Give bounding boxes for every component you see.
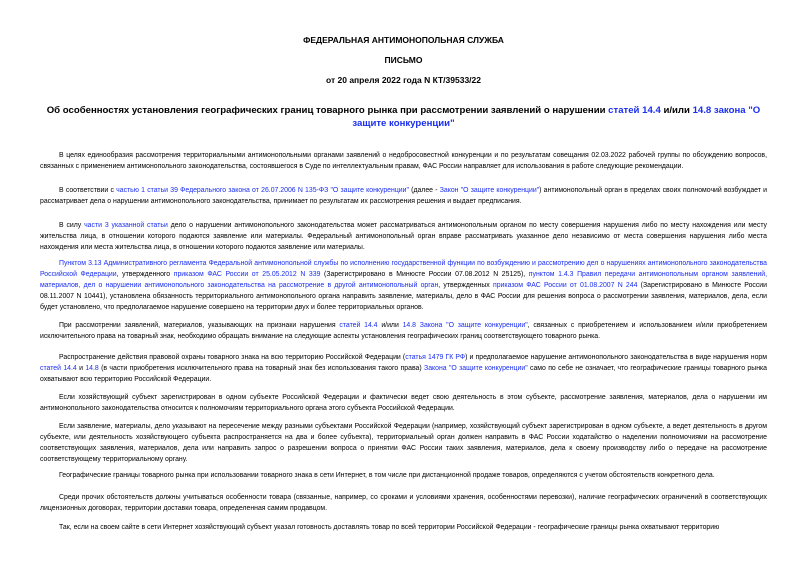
link-part-3-article[interactable]: части 3 указанной статьи [84,222,168,229]
paragraph-11 [40,522,767,533]
link-competition-law[interactable]: Закон "О защите конкуренции" [439,187,540,194]
paragraph-text: Распространение действия правовой охраны товарного знака на всю территорию Российской Федерации ( [59,354,406,361]
paragraph-text: , утвержденного [116,271,174,278]
paragraph-text: Географические границы товарного рынка при использовании товарного знака в сети Интернет, в том числе при дистанционной продаже товаров, определяются с учетом обстоятельств конкретного дела. [59,472,715,479]
link-article-14-8-law[interactable]: 14.8 Закона "О защите конкуренции" [402,322,528,329]
paragraph-text: , утвержденных [438,282,493,289]
paragraph-1 [40,150,767,172]
paragraph-3 [40,220,767,253]
paragraph-text: само по себе не означает, что географические границы товарного рынка охватывают всю территорию Российской Федерации. [40,365,767,383]
paragraph-text: Так, если на своем сайте в сети Интернет хозяйствующий субъект указал готовность доставлять товар по всей территории Российской Федерации - географические границы рынка охватывают территорию [59,524,720,531]
link-article-14-4[interactable]: статей 14.4 [40,365,77,372]
paragraph-text: ) антимонопольный орган в пределах своих полномочий возбуждает и рассматривает дела о нарушении антимонопольного законодательства, принимает по результатам их рассмотрения решения и выдает предписания. [40,187,768,205]
link-order-244[interactable]: приказом ФАС России от 01.08.2007 N 244 [492,282,638,289]
paragraph-text: (Зарегистрировано в Минюсте России 07.08.2012 N 25125), [320,271,529,278]
paragraph-9 [40,470,767,481]
link-civil-code-1479[interactable]: статья 1479 ГК РФ [405,354,466,361]
paragraph-text: и/или [377,322,403,329]
paragraph-text: При рассмотрении заявлений, материалов, указывающих на признаки нарушения [59,322,340,329]
paragraph-5 [40,320,767,342]
paragraph-text: (Зарегистрировано в Минюсте России 08.11.2007 N 10441), установлена обязанность территориального антимонопольного органа направить заявление, материалы, дело в ФАС России для решения вопроса о рассмотрении заявления, материалов, дела, если будет установлено, что предполагаемое нарушение совершено на территории двух и более территориальных органов. [40,282,767,311]
title-link-article-14-8[interactable]: 14.8 закона "О защите конкуренции" [352,105,761,129]
link-admin-regulation[interactable]: Пунктом 3.13 Административного регламента Федеральной антимонопольной службы по исполнению государственной функции по возбуждению и рассмотрению дел о нарушениях антимонопольного законодательства Российской Федерации [40,260,767,278]
link-article-39-part-1[interactable]: частью 1 статьи 39 Федерального закона от 26.07.2006 N 135-ФЗ "О защите конкуренции" [116,187,409,194]
paragraph-8 [40,421,767,465]
agency-name: ФЕДЕРАЛЬНАЯ АНТИМОНОПОЛЬНАЯ СЛУЖБА [303,35,504,45]
link-article-14-4[interactable]: статей 14.4 [339,322,378,329]
paragraph-text: Если заявление, материалы, дело указывают на пересечение между разными субъектами Российской Федерации (например, хозяйствующий субъект зарегистрирован в одном субъекте, а ведет деятельность в другом субъекте, или деятельность хозяйствующего субъекта распространяется на два и более субъекта), территориальный орган должен направить в ФАС России ходатайство о наделении полномочиями на рассмотрение соответствующих заявления, материалов, дела или направить запрос о разрешении вопроса о принятии ФАС России таких заявления, материалов, дела к своему производству либо о передаче на рассмотрение соответствующему территориальному органу. [40,423,767,463]
paragraph-10 [40,492,767,514]
paragraph-text: В соответствии с [59,187,117,194]
paragraph-text: В силу [59,222,85,229]
paragraph-text: В целях единообразия рассмотрения территориальными антимонопольными органами заявлений о недобросовестной конкуренции и по результатам совещания 02.03.2022 рабочей группы по обсуждению вопросов, связанных с применением антимонопольного законодательства, состоявшегося в Суде по интеллектуальным правам, ФАС России направляет для использования в работе следующие рекомендации. [40,152,767,170]
paragraph-text: Если хозяйствующий субъект зарегистрирован в одном субъекте Российской Федерации и фактически ведет свою деятельность в этом субъекте, рассмотрение заявления, материалов, дела о нарушении им антимонопольного законодательства относится к полномочиям территориального органа этого субъекта Российской Федерации. [40,394,767,412]
title-text: Об особенностях установления географических границ товарного рынка при рассмотрении заявлений о нарушении [46,105,609,116]
paragraph-text: Среди прочих обстоятельств должны учитываться особенности товара (связанные, например, со сроками и условиями хранения, особенностями перевозки), наличие географических ограничений в соответствующих лицензионных договорах, территории доставки товара, определенная самим продавцом. [40,494,767,512]
paragraph-text: (далее - [408,187,440,194]
document-title [40,104,767,130]
paragraph-text: дело о нарушении антимонопольного законодательства может рассматриваться антимонопольным органом по месту совершения нарушения либо по месту нахождения или месту жительства лица, в отношении которого подаются заявление или материалы. Федеральный антимонопольный орган вправе рассматривать указанное дело независимо от места совершения нарушения либо места нахождения или места жительства лица, в отношении которого подаются заявление или материалы. [40,222,768,251]
title-link-article-14-4[interactable]: статей 14.4 [608,105,661,116]
paragraph-4 [40,258,767,313]
paragraph-text: ) и предполагаемое нарушение антимонопольного законодательства в виде нарушения норм [465,354,768,361]
document-type: ПИСЬМО [384,55,423,65]
title-text: и/или [660,105,693,116]
document-date-number: от 20 апреля 2022 года N КТ/39533/22 [326,75,481,85]
paragraph-text: , связанных с приобретением и использованием и/или приобретением исключительного права на товарный знак, необходимо обращать внимание на следующие аспекты установления географических границ соответствующего товарного рынка. [40,322,767,340]
link-order-339[interactable]: приказом ФАС России от 25.05.2012 N 339 [173,271,321,278]
paragraph-text: (в части приобретения исключительного права на товарный знак без использования такого права) [98,365,425,372]
link-competition-law[interactable]: Закона "О защите конкуренции" [424,365,528,372]
paragraph-6 [40,352,767,385]
link-transfer-rules[interactable]: пунктом 1.4.3 Правил передачи антимонопольным органом заявлений, материалов, дел о нарушении антимонопольного законодательства на рассмотрение в другой антимонопольный орган [40,271,767,289]
link-article-14-8[interactable]: 14.8 [85,365,99,372]
paragraph-7 [40,392,767,414]
paragraph-text: и [76,365,86,372]
paragraph-2 [40,185,767,207]
